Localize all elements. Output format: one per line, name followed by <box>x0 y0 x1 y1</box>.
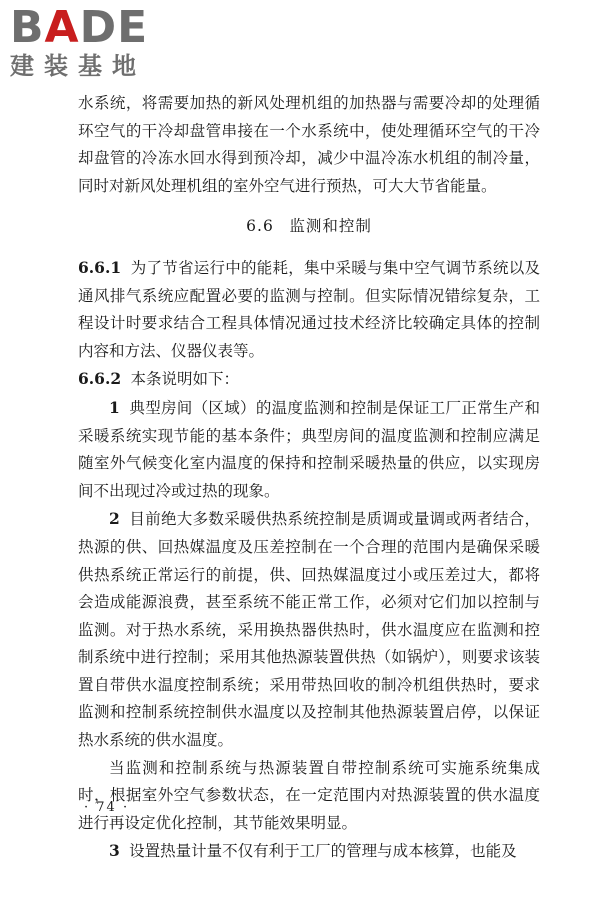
clause-number: 6.6.2 <box>78 369 122 389</box>
item-number: 3 <box>109 841 120 861</box>
clause-text: 为了节省运行中的能耗，集中采暖与集中空气调节系统以及通风排气系统应配置必要的监测与控制。但实际情况错综复杂，工程设计时要求结合工程具体情况通过技术经济比较确定具体的控制内容和方法、仪器仪表等。 <box>78 258 540 360</box>
page-number: · 74 · <box>84 800 130 815</box>
bade-logo <box>10 2 175 84</box>
list-item-3 <box>78 837 540 866</box>
list-item-1 <box>78 394 540 505</box>
list-item-2-continued <box>78 755 540 838</box>
item-number: 2 <box>109 509 120 529</box>
logo-subtitle: 建装基地 <box>10 52 146 80</box>
document-body <box>78 90 540 866</box>
list-item-2 <box>78 505 540 754</box>
section-heading <box>78 213 540 241</box>
item-number: 1 <box>109 397 120 417</box>
clause-6-6-2 <box>78 365 540 394</box>
clause-6-6-1 <box>78 254 540 365</box>
continuation-paragraph: 水系统，将需要加热的新风处理机组的加热器与需要冷却的处理循环空气的干冷却盘管串接在一个水系统中，使处理循环空气的干冷却盘管的冷冻水回水得到预冷却，减少中温冷冻水机组的制冷量，同时对新风处理机组的室外空气进行预热，可大大节省能量。 <box>78 94 540 195</box>
section-title: 监测和控制 <box>289 217 372 236</box>
item-text: 设置热量计量不仅有利于工厂的管理与成本核算，也能及 <box>129 842 517 861</box>
item-text: 当监测和控制系统与热源装置自带控制系统可实施系统集成时，根据室外空气参数状态，在一定范围内对热源装置的供水温度进行再设定优化控制，其节能效果明显。 <box>78 758 540 832</box>
logo-red-a: A <box>44 2 80 53</box>
logo-wordmark: BADE <box>10 2 149 53</box>
item-text: 目前绝大多数采暖供热系统控制是质调或量调或两者结合，热源的供、回热媒温度及压差控制在一个合理的范围内是确保采暖供热系统正常运行的前提，供、回热媒温度过小或压差过大，都将会造成能源浪费，甚至系统不能正常工作，必须对它们加以控制与监测。对于热水系统，采用换热器供热时，供水温度应在监测和控制系统中进行控制；采用其他热源装置供热（如锅炉），则要求该装置自带供水温度控制系统；采用带热回收的制冷机组供热时，要求监测和控制系统控制供水温度以及控制其他热源装置启停，以保证热水系统的供水温度。 <box>78 510 540 750</box>
section-number: 6.6 <box>246 217 274 236</box>
clause-number: 6.6.1 <box>78 257 122 277</box>
item-text: 典型房间（区域）的温度监测和控制是保证工厂正常生产和采暖系统实现节能的基本条件；典型房间的温度监测和控制应满足随室外气候变化室内温度的保持和控制采暖热量的供应，以实现房间不出现过冷或过热的现象。 <box>78 398 540 500</box>
clause-text: 本条说明如下： <box>130 370 239 389</box>
